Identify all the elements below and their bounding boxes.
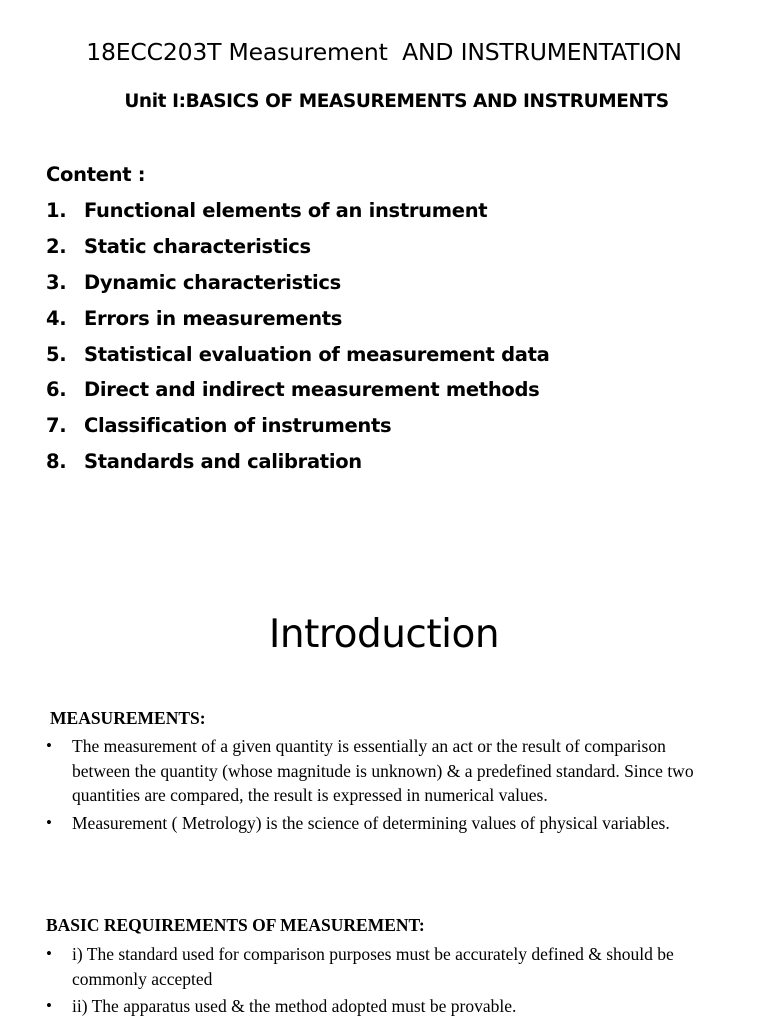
introduction-title: Introduction (268, 612, 500, 657)
bullet-icon: • (46, 944, 52, 963)
bullet-text: Measurement ( Metrology) is the science of determining values of physical variables. (72, 812, 670, 833)
bullet-icon: • (46, 812, 52, 832)
course-title: 18ECC203T Measurement AND INSTRUMENTATION (86, 38, 682, 66)
measurements-heading: MEASUREMENTS: (50, 708, 206, 728)
list-item-number: 3. (46, 270, 67, 294)
list-item-number: 6. (46, 378, 67, 402)
list-item (46, 341, 549, 377)
list-item (46, 412, 549, 448)
bullet-text: i) The standard used for comparison purposes must be accurately defined & should be commonly accepted (72, 944, 674, 989)
list-item-number: 2. (46, 234, 67, 258)
list-item-text: Direct and indirect measurement methods (84, 378, 540, 402)
unit-title: Unit I:BASICS OF MEASUREMENTS AND INSTRUMENTS (124, 91, 669, 112)
list-item-number: 8. (46, 450, 67, 474)
list-item (46, 269, 549, 305)
list-item-number: 4. (46, 306, 67, 330)
content-list (46, 197, 549, 484)
bullet-item (46, 734, 726, 808)
bullet-text: The measurement of a given quantity is essentially an act or the result of comparison between the quantity (whose magnitude is unknown) & a predefined standard. Since two quantities are compared, the result is expressed in numerical values. (72, 736, 694, 805)
list-item-number: 5. (46, 342, 67, 366)
bullet-item (46, 994, 726, 1019)
bullet-text: ii) The apparatus used & the method adopted must be provable. (72, 996, 517, 1016)
list-item-text: Dynamic characteristics (84, 270, 341, 294)
requirements-bullets (46, 942, 726, 1022)
list-item (46, 448, 549, 484)
bullet-icon: • (46, 736, 52, 755)
list-item (46, 197, 549, 233)
bullet-icon: • (46, 996, 52, 1015)
list-item-text: Static characteristics (84, 234, 311, 258)
bullet-item (46, 942, 726, 991)
list-item-text: Statistical evaluation of measurement data (84, 342, 550, 366)
content-heading: Content : (46, 163, 146, 186)
list-item-text: Errors in measurements (84, 306, 343, 330)
list-item-text: Standards and calibration (84, 450, 362, 474)
bullet-item (46, 811, 726, 836)
list-item-text: Classification of instruments (84, 414, 392, 438)
requirements-heading: BASIC REQUIREMENTS OF MEASUREMENT: (46, 915, 425, 935)
list-item (46, 233, 549, 269)
measurements-bullets (46, 734, 726, 838)
list-item-number: 7. (46, 414, 67, 438)
list-item-number: 1. (46, 199, 67, 222)
list-item (46, 305, 549, 341)
list-item (46, 376, 549, 412)
list-item-text: Functional elements of an instrument (84, 199, 488, 222)
